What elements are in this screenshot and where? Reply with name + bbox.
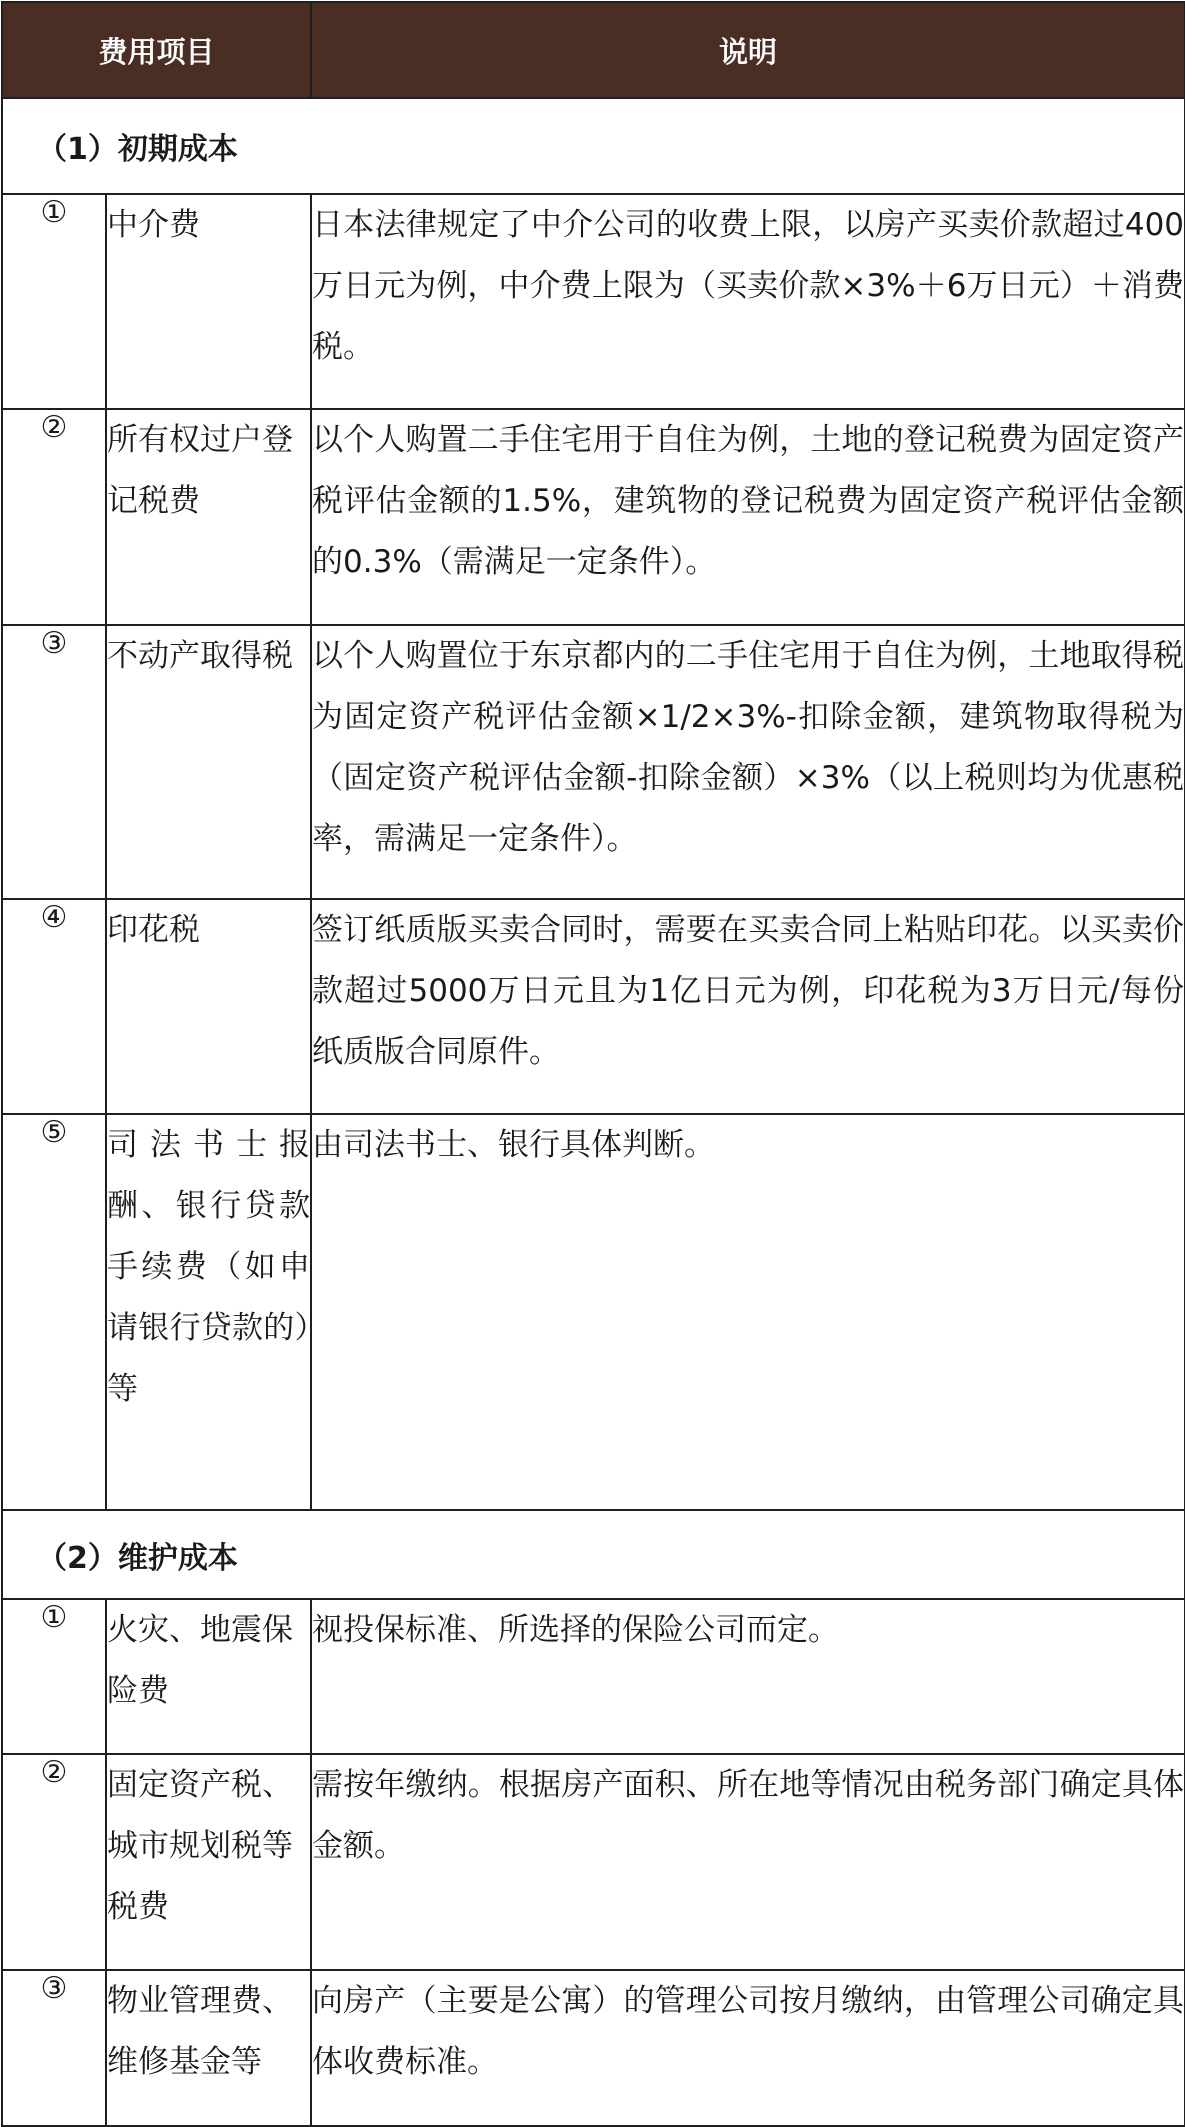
fee-table <box>1 1 1185 2127</box>
section-title: （1）初期成本 <box>2 98 1185 194</box>
fee-item-name: 中介费 <box>106 194 311 409</box>
section-header-maintenance-costs <box>2 1510 1185 1599</box>
fee-item-name: 固定资产税、城市规划税等税费 <box>106 1754 311 1970</box>
fee-description: 需按年缴纳。根据房产面积、所在地等情况由税务部门确定具体金额。 <box>311 1754 1185 1970</box>
row-number: ② <box>2 1754 106 1970</box>
fee-description: 向房产（主要是公寓）的管理公司按月缴纳，由管理公司确定具体收费标准。 <box>311 1970 1185 2126</box>
table-row <box>2 1754 1185 1970</box>
fee-description: 视投保标准、所选择的保险公司而定。 <box>311 1599 1185 1754</box>
fee-description: 以个人购置位于东京都内的二手住宅用于自住为例，土地取得税为固定资产税评估金额×1/2×3%-扣除金额，建筑物取得税为（固定资产税评估金额-扣除金额）×3%（以上税则均为优惠税率，需满足一定条件）。 <box>311 625 1185 899</box>
fee-item-name: 火灾、地震保险费 <box>106 1599 311 1754</box>
table-row <box>2 194 1185 409</box>
fee-description: 签订纸质版买卖合同时，需要在买卖合同上粘贴印花。以买卖价款超过5000万日元且为1亿日元为例，印花税为3万日元/每份纸质版合同原件。 <box>311 899 1185 1114</box>
fee-item-name: 司法书士报酬、银行贷款手续费（如申请银行贷款的）等 <box>106 1114 311 1510</box>
row-number: ⑤ <box>2 1114 106 1510</box>
row-number: ③ <box>2 1970 106 2126</box>
section-title: （2）维护成本 <box>2 1510 1185 1599</box>
table-row <box>2 1114 1185 1510</box>
fee-description: 日本法律规定了中介公司的收费上限，以房产买卖价款超过400万日元为例，中介费上限为（买卖价款×3%＋6万日元）＋消费税。 <box>311 194 1185 409</box>
fee-item-name: 印花税 <box>106 899 311 1114</box>
table-row <box>2 1970 1185 2126</box>
row-number: ③ <box>2 625 106 899</box>
row-number: ① <box>2 1599 106 1754</box>
fee-item-name: 物业管理费、维修基金等 <box>106 1970 311 2126</box>
row-number: ① <box>2 194 106 409</box>
section-header-initial-costs <box>2 98 1185 194</box>
row-number: ④ <box>2 899 106 1114</box>
fee-item-name: 所有权过户登记税费 <box>106 409 311 625</box>
fee-description: 由司法书士、银行具体判断。 <box>311 1114 1185 1510</box>
table-row <box>2 409 1185 625</box>
table-header-row <box>2 2 1185 98</box>
table-row <box>2 899 1185 1114</box>
fee-description: 以个人购置二手住宅用于自住为例，土地的登记税费为固定资产税评估金额的1.5%，建筑物的登记税费为固定资产税评估金额的0.3%（需满足一定条件）。 <box>311 409 1185 625</box>
header-fee-item: 费用项目 <box>2 2 311 98</box>
table-row <box>2 625 1185 899</box>
table-row <box>2 1599 1185 1754</box>
row-number: ② <box>2 409 106 625</box>
header-description: 说明 <box>311 2 1185 98</box>
fee-item-name: 不动产取得税 <box>106 625 311 899</box>
